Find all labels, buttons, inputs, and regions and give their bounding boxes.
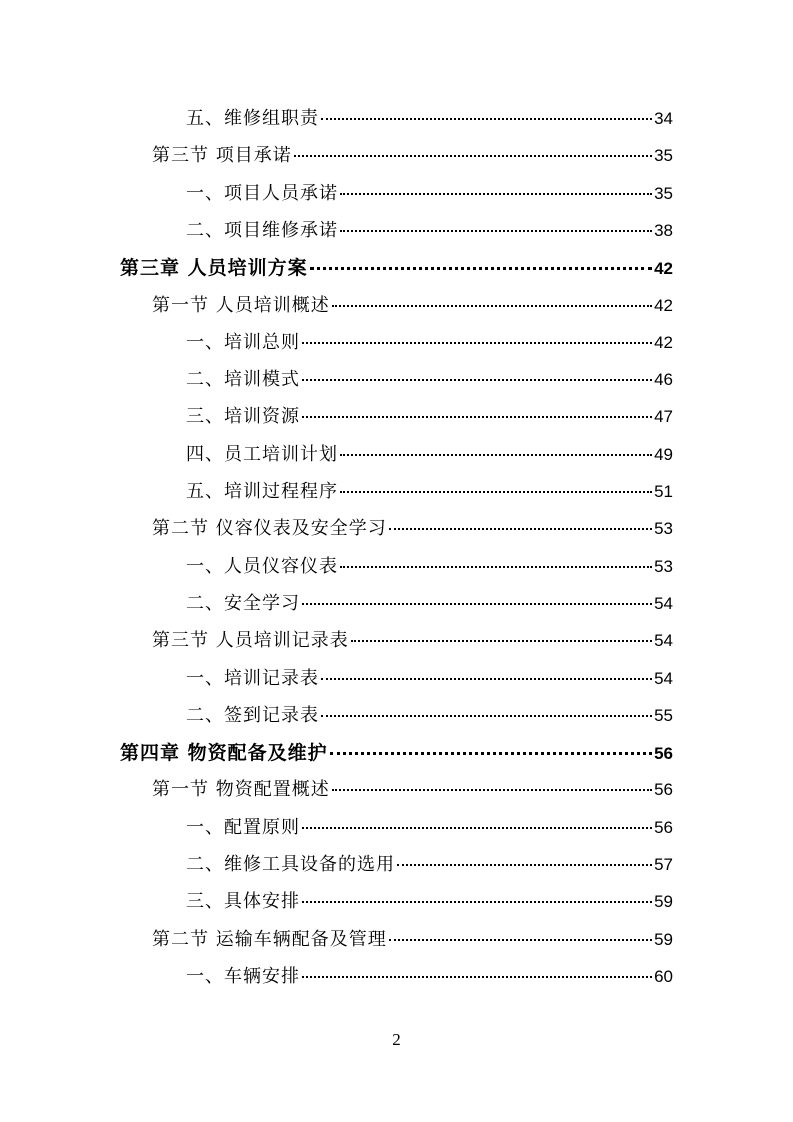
toc-entry-item[interactable]	[186, 887, 673, 917]
toc-title: 三、培训资源	[186, 406, 300, 427]
toc-entry-item[interactable]	[186, 552, 673, 582]
toc-title: 第二节 仪容仪表及安全学习	[152, 518, 387, 539]
toc-leader-dots	[302, 379, 652, 381]
toc-entry-item[interactable]	[186, 962, 673, 992]
toc-page-number: 54	[654, 669, 673, 688]
toc-page-number: 53	[654, 519, 673, 538]
toc-leader-dots	[389, 939, 652, 941]
toc-title: 二、签到记录表	[186, 705, 319, 726]
toc-leader-dots	[397, 864, 652, 866]
toc-page-number: 42	[654, 296, 673, 315]
toc-page-number: 54	[654, 631, 673, 650]
toc-title: 一、培训记录表	[186, 668, 319, 689]
toc-title: 二、安全学习	[186, 593, 300, 614]
toc-page-number: 54	[654, 594, 673, 613]
toc-entry-section[interactable]	[152, 141, 673, 171]
toc-leader-dots	[302, 976, 652, 978]
toc-page-number: 55	[654, 706, 673, 725]
toc-page-number: 56	[654, 818, 673, 837]
toc-leader-dots	[321, 118, 652, 120]
toc-entry-section[interactable]	[152, 775, 673, 805]
toc-page-number: 46	[654, 370, 673, 389]
toc-title: 二、项目维修承诺	[186, 220, 338, 241]
toc-page-number: 57	[654, 855, 673, 874]
toc-title: 五、维修组职责	[186, 108, 319, 129]
toc-leader-dots	[321, 715, 652, 717]
toc-title: 一、项目人员承诺	[186, 183, 338, 204]
toc-entry-item[interactable]	[186, 365, 673, 395]
toc-title: 第一节 物资配置概述	[152, 779, 330, 800]
toc-leader-dots	[302, 416, 652, 418]
toc-page-number: 42	[654, 259, 673, 278]
toc-title: 二、维修工具设备的选用	[186, 854, 395, 875]
toc-leader-dots	[340, 193, 652, 195]
toc-title: 第三章 人员培训方案	[120, 257, 308, 279]
toc-entry-item[interactable]	[186, 589, 673, 619]
toc-title: 第一节 人员培训概述	[152, 295, 330, 316]
toc-entry-section[interactable]	[152, 514, 673, 544]
toc-page-number: 35	[654, 184, 673, 203]
toc-entry-section[interactable]	[152, 626, 673, 656]
toc-leader-dots	[302, 901, 652, 903]
toc-page-number: 34	[654, 109, 673, 128]
toc-leader-dots	[302, 342, 652, 344]
toc-page-number: 59	[654, 892, 673, 911]
toc-title: 一、人员仪容仪表	[186, 556, 338, 577]
toc-entry-chapter[interactable]	[120, 738, 673, 768]
toc-entry-item[interactable]	[186, 328, 673, 358]
toc-page-number: 59	[654, 930, 673, 949]
toc-page-number: 49	[654, 445, 673, 464]
toc-page-number: 56	[654, 744, 673, 763]
toc-entry-item[interactable]	[186, 216, 673, 246]
toc-page-number: 53	[654, 557, 673, 576]
toc-title: 第三节 项目承诺	[152, 145, 292, 166]
toc-entry-item[interactable]	[186, 440, 673, 470]
toc-title: 第二节 运输车辆配备及管理	[152, 929, 387, 950]
toc-entry-item[interactable]	[186, 104, 673, 134]
toc-leader-dots	[389, 528, 652, 530]
toc-leader-dots	[340, 491, 652, 493]
toc-leader-dots	[321, 678, 652, 680]
toc-leader-dots	[340, 454, 652, 456]
toc-title: 三、具体安排	[186, 891, 300, 912]
toc-title: 四、员工培训计划	[186, 444, 338, 465]
toc-leader-dots	[294, 155, 652, 157]
toc-page-number: 35	[654, 146, 673, 165]
page-number: 2	[392, 1030, 401, 1049]
toc-entry-item[interactable]	[186, 701, 673, 731]
toc-leader-dots	[340, 566, 652, 568]
toc-leader-dots	[340, 230, 652, 232]
toc-entry-item[interactable]	[186, 813, 673, 843]
toc-leader-dots	[302, 603, 652, 605]
toc-leader-dots	[351, 640, 652, 642]
toc-entry-item[interactable]	[186, 179, 673, 209]
toc-page-number: 56	[654, 780, 673, 799]
toc-title: 第四章 物资配备及维护	[120, 742, 328, 764]
toc-leader-dots	[332, 789, 652, 791]
toc-leader-dots	[330, 752, 652, 755]
toc-title: 一、配置原则	[186, 817, 300, 838]
toc-entry-chapter[interactable]	[120, 253, 673, 283]
toc-page-number: 51	[654, 482, 673, 501]
toc-page-number: 42	[654, 333, 673, 352]
toc-entry-section[interactable]	[152, 925, 673, 955]
toc-entry-section[interactable]	[152, 291, 673, 321]
toc-page-number: 60	[654, 967, 673, 986]
toc-title: 二、培训模式	[186, 369, 300, 390]
toc-leader-dots	[332, 305, 652, 307]
toc-leader-dots	[310, 267, 652, 270]
toc-title: 一、培训总则	[186, 332, 300, 353]
toc-entry-item[interactable]	[186, 402, 673, 432]
toc-title: 第三节 人员培训记录表	[152, 630, 349, 651]
toc-entry-item[interactable]	[186, 664, 673, 694]
toc-title: 五、培训过程程序	[186, 481, 338, 502]
toc-title: 一、车辆安排	[186, 966, 300, 987]
toc-leader-dots	[302, 827, 652, 829]
toc-entry-item[interactable]	[186, 477, 673, 507]
toc-page-number: 38	[654, 221, 673, 240]
toc-page-number: 47	[654, 407, 673, 426]
toc-entry-item[interactable]	[186, 850, 673, 880]
